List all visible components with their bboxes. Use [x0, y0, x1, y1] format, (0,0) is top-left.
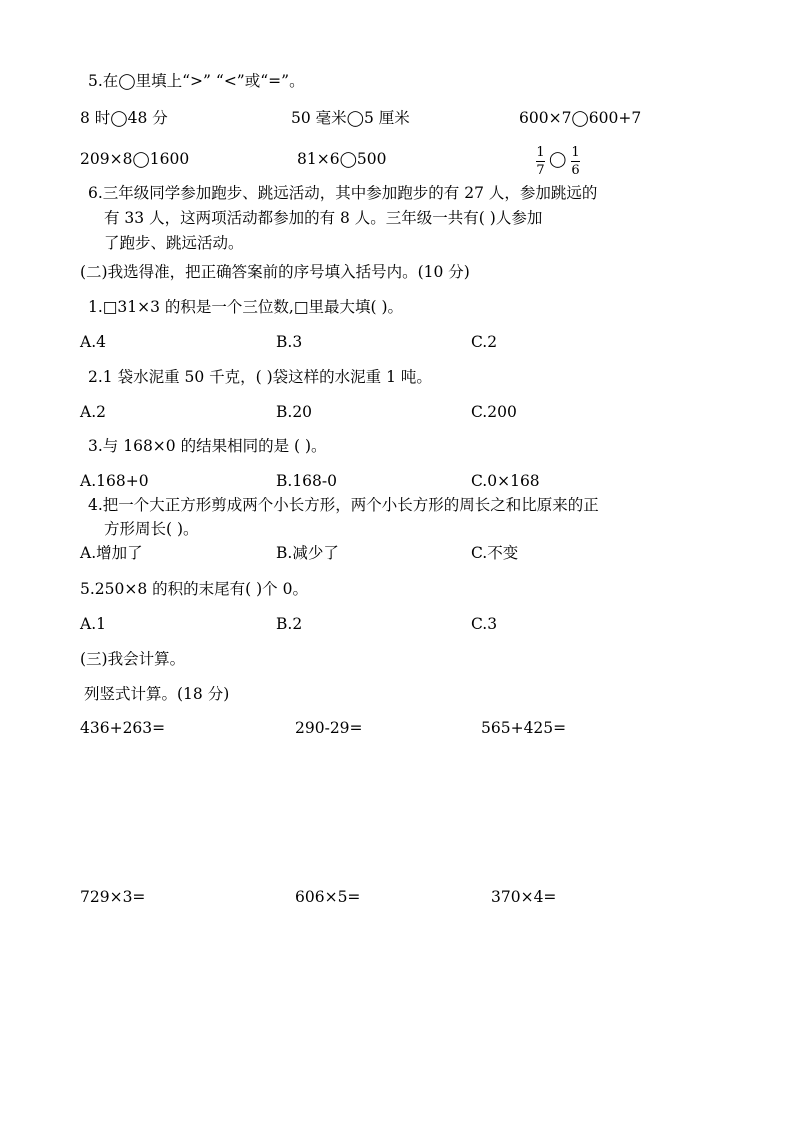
choice-question-5: 5.250×8 的积的末尾有( )个 0。 [80, 580, 308, 598]
fraction-bar [571, 161, 580, 162]
question-5-title: 5.在◯里填上“>” “<”或“=”。 [88, 72, 305, 90]
section-choice-title: (二)我选得准，把正确答案前的序号填入括号内。(10 分) [80, 263, 470, 281]
choice-4-option-b: B.减少了 [276, 544, 339, 562]
fraction-bar [536, 161, 545, 162]
choice-5-option-a: A.1 [80, 615, 106, 633]
question-6-line2: 有 33 人，这两项活动都参加的有 8 人。三年级一共有( )人参加 [104, 209, 543, 227]
fraction-left-denominator: 7 [536, 163, 545, 178]
choice-question-2: 2.1 袋水泥重 50 千克，( )袋这样的水泥重 1 吨。 [88, 368, 432, 386]
choice-4-option-c: C.不变 [471, 544, 519, 562]
calc-problem-4: 729×3= [80, 888, 146, 906]
choice-5-option-b: B.2 [276, 615, 303, 633]
section-calc-title: (三)我会计算。 [80, 650, 186, 668]
compare-item-1: 8 时◯48 分 [80, 109, 168, 127]
choice-question-4-line1: 4.把一个大正方形剪成两个小长方形，两个小长方形的周长之和比原来的正 [88, 496, 599, 514]
choice-question-1: 1.□31×3 的积是一个三位数,□里最大填( )。 [88, 298, 404, 316]
calc-problem-3: 565+425= [481, 719, 567, 737]
choice-question-4-line2: 方形周长( )。 [104, 520, 199, 538]
section-calc-subtitle: 列竖式计算。(18 分) [84, 685, 230, 703]
choice-1-option-a: A.4 [80, 333, 106, 351]
compare-item-3: 600×7◯600+7 [519, 109, 642, 127]
calc-problem-2: 290-29= [295, 719, 363, 737]
choice-1-option-c: C.2 [471, 333, 498, 351]
calc-problem-6: 370×4= [491, 888, 557, 906]
calc-problem-1: 436+263= [80, 719, 166, 737]
choice-2-option-c: C.200 [471, 403, 517, 421]
choice-4-option-a: A.增加了 [80, 544, 143, 562]
fraction-right-numerator: 1 [571, 145, 580, 160]
choice-question-3: 3.与 168×0 的结果相同的是 ( )。 [88, 437, 327, 455]
choice-3-option-b: B.168-0 [276, 472, 338, 490]
compare-item-5: 81×6◯500 [297, 150, 387, 168]
choice-2-option-a: A.2 [80, 403, 106, 421]
choice-3-option-a: A.168+0 [80, 472, 149, 490]
choice-5-option-c: C.3 [471, 615, 498, 633]
fraction-right-denominator: 6 [571, 163, 580, 178]
fraction-left-numerator: 1 [536, 145, 545, 160]
question-6-line3: 了跑步、跳远活动。 [104, 234, 244, 252]
compare-circle: ◯ [549, 150, 567, 168]
choice-3-option-c: C.0×168 [471, 472, 540, 490]
compare-item-4: 209×8◯1600 [80, 150, 190, 168]
calc-problem-5: 606×5= [295, 888, 361, 906]
choice-1-option-b: B.3 [276, 333, 303, 351]
question-6-line1: 6.三年级同学参加跑步、跳远活动，其中参加跑步的有 27 人，参加跳远的 [88, 184, 598, 202]
fraction-right [571, 146, 580, 177]
fraction-left [536, 146, 545, 177]
compare-item-2: 50 毫米◯5 厘米 [291, 109, 410, 127]
choice-2-option-b: B.20 [276, 403, 313, 421]
